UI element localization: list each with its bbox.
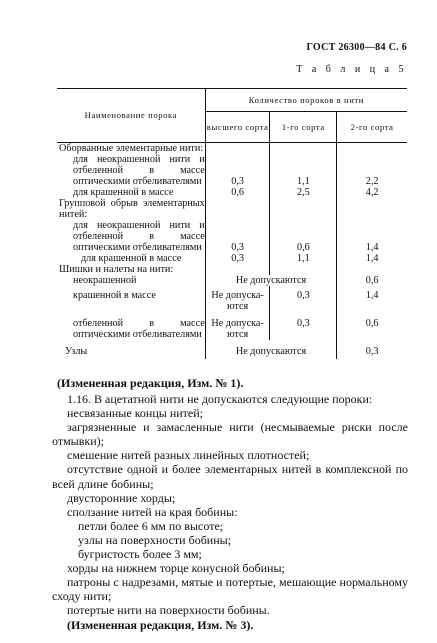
cell-value: 2,2 (337, 154, 407, 187)
document-header: ГОСТ 26300—84 С. 6 (306, 42, 407, 53)
row-name: для неокрашенной нити и отбеленной в массе оптическими отбеливателями (73, 154, 205, 187)
cell-value: 0,3 (270, 286, 337, 312)
cell-value: 0,6 (270, 220, 337, 253)
amendment-note-3: (Измененная редакция, Изм. № 3). (67, 617, 254, 632)
list-item: узлы на поверхности бобины; (78, 532, 232, 547)
column-header-top-grade: высшего сорта (205, 112, 270, 143)
list-item: потертые нити на поверхности бобины. (67, 603, 270, 618)
list-item: отсутствие одной и более элементарных нитей в комплексной по всей длине бобины; (52, 462, 408, 491)
list-item: смешение нитей разных линейных плотностей; (67, 448, 310, 463)
table-row (57, 198, 407, 220)
list-item: петли более 6 мм по высоте; (78, 518, 224, 533)
list-item: бугристость более 3 мм; (78, 547, 202, 562)
cell-value: 0,3 (205, 253, 270, 264)
table-row (57, 187, 407, 198)
list-item: сползание нитей на края бобины: (67, 504, 238, 519)
list-item: патроны с надрезами, мятые и потертые, мешающие нормальному сходу нити; (52, 575, 408, 604)
table-row (57, 340, 407, 359)
amendment-note-1: (Измененная редакция, Изм. № 1). (57, 376, 244, 390)
table-row (57, 154, 407, 187)
cell-value: 1,1 (270, 154, 337, 187)
row-name: для крашенной в массе (81, 253, 182, 264)
table-row (57, 312, 407, 340)
table-row (57, 264, 407, 275)
defects-table (57, 88, 407, 359)
list-item: двусторонние хорды; (67, 490, 176, 505)
list-item: загрязненные и замасленные нити (несмываемые риски после отмывки); (52, 420, 408, 449)
cell-value: 0,6 (205, 187, 270, 198)
table-row (57, 220, 407, 253)
cell-value: 1,4 (337, 220, 407, 253)
merged-cell: Не допускаются (205, 275, 337, 286)
list-item: хорды на нижнем торце конусной бобины; (67, 561, 285, 576)
cell-value: 0,3 (205, 220, 270, 253)
cell-value: Не допуска- ются (205, 312, 270, 340)
section-1-16 (52, 392, 408, 632)
row-name: для крашенной в массе (73, 187, 174, 198)
table-label: Т а б л и ц а 5 (296, 64, 407, 75)
cell-value: 1,1 (270, 253, 337, 264)
column-header-first-grade: 1-го сорта (270, 112, 337, 143)
merged-cell: Не допускаются (205, 340, 337, 359)
table-row (57, 143, 407, 155)
row-name: для неокрашенной нити и отбеленной в массе оптическими отбеливателями (73, 220, 205, 253)
table-row (57, 253, 407, 264)
column-header-second-grade: 2-го сорта (337, 112, 407, 143)
cell-value: 0,3 (205, 154, 270, 187)
row-group-title: Шишки и налеты на нити: (59, 264, 174, 275)
column-header-count: Количество пороков в нити (205, 89, 407, 112)
cell-value: Не допуска- ются (205, 286, 270, 312)
row-name: неокрашенной (73, 275, 137, 286)
column-header-defect-name: Наименование порока (57, 89, 205, 143)
table-row (57, 275, 407, 286)
cell-value: 4,2 (337, 187, 407, 198)
table-row (57, 286, 407, 312)
cell-value: 0,6 (337, 275, 407, 286)
cell-value: 0,3 (270, 312, 337, 340)
cell-value: 2,5 (270, 187, 337, 198)
row-name: крашенной в массе (73, 290, 156, 301)
cell-value: 1,4 (337, 286, 407, 312)
row-group-title: Оборванные элементарные нити: (59, 143, 204, 154)
section-heading: 1.16. В ацетатной нити не допускаются следующие пороки: (67, 392, 373, 406)
cell-value: 0,3 (337, 340, 407, 359)
cell-value: 0,6 (337, 312, 407, 340)
row-group-title: Групповой обрыв элементарных нитей: (59, 198, 205, 220)
list-item: несвязанные концы нитей; (67, 406, 203, 421)
cell-value: 1,4 (337, 253, 407, 264)
row-name: отбеленной в массе оптическими отбеливателями (73, 318, 205, 340)
row-name: Узлы (65, 346, 88, 357)
